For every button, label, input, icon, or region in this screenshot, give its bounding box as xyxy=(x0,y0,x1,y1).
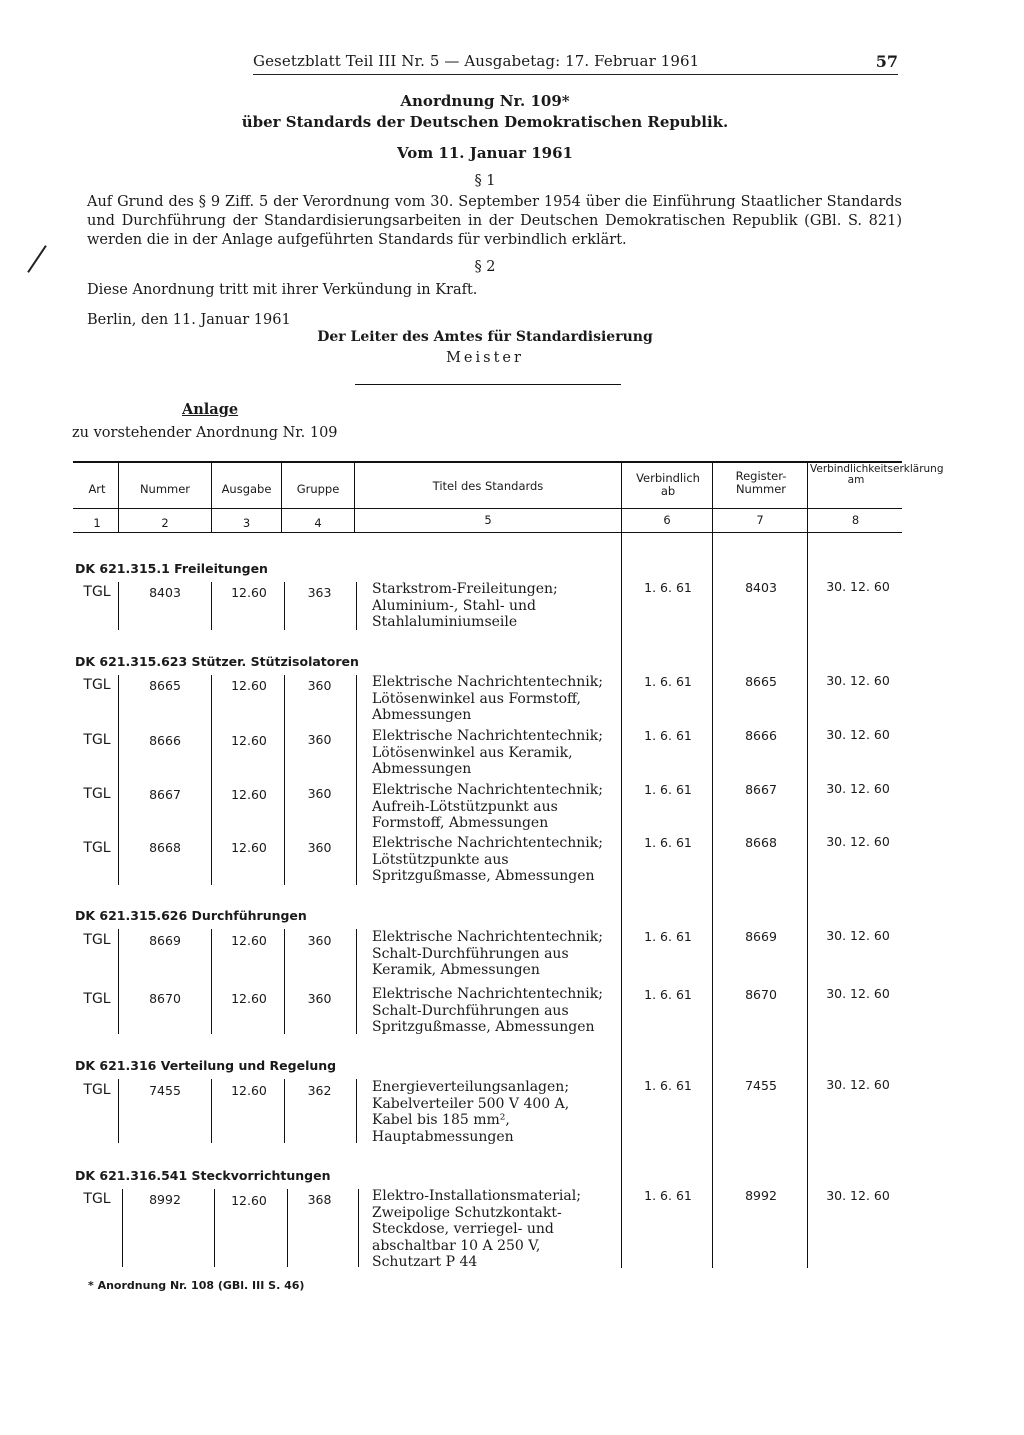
row-divider xyxy=(284,582,285,630)
cell-ausgabe: 12.60 xyxy=(231,840,267,855)
cell-ausgabe: 12.60 xyxy=(231,585,267,600)
cell-erklaerung: 30. 12. 60 xyxy=(826,1077,890,1092)
cell-register: 8670 xyxy=(745,987,777,1002)
cell-gruppe: 360 xyxy=(307,991,332,1006)
section-heading: DK 621.315.623 Stützer. Stützisolatoren xyxy=(75,654,359,669)
row-divider xyxy=(356,929,357,1034)
cell-ausgabe: 12.60 xyxy=(231,1083,267,1098)
cell-register: 8403 xyxy=(745,580,777,595)
cell-erklaerung: 30. 12. 60 xyxy=(826,781,890,796)
section-heading: DK 621.315.1 Freileitungen xyxy=(75,561,268,576)
col-divider xyxy=(621,533,622,1268)
cell-titel: Energieverteilungsanlagen; Kabelverteiler 500 V 400 A, Kabel bis 185 mm², Hauptabmessungen xyxy=(372,1079,570,1145)
cell-gruppe: 363 xyxy=(307,585,332,600)
cell-titel: Elektrische Nachrichtentechnik; Schalt-Durchführungen aus Keramik, Abmessungen xyxy=(372,929,603,978)
row-divider xyxy=(284,1079,285,1143)
col-divider xyxy=(712,533,713,1268)
cell-titel: Elektrische Nachrichtentechnik; Aufreih-Lötstützpunkt aus Formstoff, Abmessungen xyxy=(372,782,603,831)
row-divider xyxy=(358,1189,359,1267)
row-divider xyxy=(214,1189,215,1267)
cell-gruppe: 360 xyxy=(307,786,332,801)
cell-nummer: 7455 xyxy=(149,1083,181,1098)
cell-erklaerung: 30. 12. 60 xyxy=(826,673,890,688)
col-number: 3 xyxy=(242,516,251,530)
running-header xyxy=(253,52,898,75)
header-verbindlich: Verbindlich ab xyxy=(636,471,700,498)
cell-nummer: 8669 xyxy=(149,933,181,948)
header-gruppe: Gruppe xyxy=(296,482,340,496)
cell-register: 7455 xyxy=(745,1078,777,1093)
margin-pen-mark xyxy=(27,245,47,273)
cell-ausgabe: 12.60 xyxy=(231,991,267,1006)
section-heading: DK 621.316 Verteilung und Regelung xyxy=(75,1058,337,1073)
row-divider xyxy=(356,675,357,885)
row-divider xyxy=(211,929,212,1034)
cell-verbindlich: 1. 6. 61 xyxy=(644,929,692,944)
annex-subtitle: zu vorstehender Anordnung Nr. 109 xyxy=(72,425,338,441)
row-divider xyxy=(287,1189,288,1267)
cell-art: TGL xyxy=(83,932,111,948)
place-date: Berlin, den 11. Januar 1961 xyxy=(87,312,291,328)
cell-art: TGL xyxy=(83,840,111,856)
row-divider xyxy=(122,1189,123,1267)
col-number: 8 xyxy=(851,513,860,527)
cell-nummer: 8668 xyxy=(149,840,181,855)
cell-art: TGL xyxy=(83,677,111,693)
cell-erklaerung: 30. 12. 60 xyxy=(826,1188,890,1203)
cell-gruppe: 360 xyxy=(307,678,332,693)
cell-ausgabe: 12.60 xyxy=(231,678,267,693)
cell-verbindlich: 1. 6. 61 xyxy=(644,580,692,595)
table-header-rule xyxy=(73,508,902,509)
page-number: 57 xyxy=(875,52,898,71)
cell-titel: Elektrische Nachrichtentechnik; Lötstützpunkte aus Spritzgußmasse, Abmessungen xyxy=(372,835,603,884)
cell-nummer: 8670 xyxy=(149,991,181,1006)
footnote: * Anordnung Nr. 108 (GBl. III S. 46) xyxy=(88,1279,305,1292)
section-1-text: Auf Grund des § 9 Ziff. 5 der Verordnung vom 30. September 1954 über die Einführung Staatlicher Standards und Durchführung der Standardisierungsarbeiten in der Deutschen Demokratischen Republik (GBl. S. 821) werden die in der Anlage aufgeführten Standards für verbindlich erklärt. xyxy=(87,194,902,248)
row-divider xyxy=(211,1079,212,1143)
col-number: 6 xyxy=(663,513,671,527)
cell-nummer: 8667 xyxy=(149,787,181,802)
header-ausgabe: Ausgabe xyxy=(221,482,272,496)
row-divider xyxy=(356,1079,357,1143)
row-divider xyxy=(211,582,212,630)
cell-verbindlich: 1. 6. 61 xyxy=(644,835,692,850)
cell-verbindlich: 1. 6. 61 xyxy=(644,1078,692,1093)
cell-titel: Elektrische Nachrichtentechnik; Schalt-Durchführungen aus Spritzgußmasse, Abmessungen xyxy=(372,986,603,1035)
col-divider xyxy=(211,462,212,532)
col-divider xyxy=(712,462,713,532)
col-number: 5 xyxy=(484,513,492,527)
cell-ausgabe: 12.60 xyxy=(231,787,267,802)
cell-titel: Elektrische Nachrichtentechnik; Lötösenwinkel aus Keramik, Abmessungen xyxy=(372,728,603,777)
section-2-text: Diese Anordnung tritt mit ihrer Verkündung in Kraft. xyxy=(87,282,478,298)
cell-verbindlich: 1. 6. 61 xyxy=(644,1188,692,1203)
cell-verbindlich: 1. 6. 61 xyxy=(644,728,692,743)
cell-gruppe: 360 xyxy=(307,933,332,948)
cell-ausgabe: 12.60 xyxy=(231,733,267,748)
cell-erklaerung: 30. 12. 60 xyxy=(826,579,890,594)
row-divider xyxy=(284,929,285,1034)
col-divider xyxy=(354,462,355,532)
header-register: Register-Nummer xyxy=(735,469,787,496)
row-divider xyxy=(284,675,285,885)
cell-gruppe: 360 xyxy=(307,732,332,747)
cell-nummer: 8665 xyxy=(149,678,181,693)
signer-title: Der Leiter des Amtes für Standardisierung xyxy=(317,329,653,345)
row-divider xyxy=(118,929,119,1034)
divider-rule xyxy=(355,384,621,385)
col-divider xyxy=(807,462,808,532)
row-divider xyxy=(118,582,119,630)
cell-gruppe: 362 xyxy=(307,1083,332,1098)
col-number: 7 xyxy=(756,513,764,527)
col-divider xyxy=(118,462,119,532)
cell-titel: Elektro-Installationsmaterial; Zweipolige Schutzkontakt-Steckdose, verriegel- und abschaltbar 10 A 250 V, Schutzart P 44 xyxy=(372,1188,581,1270)
cell-erklaerung: 30. 12. 60 xyxy=(826,928,890,943)
cell-verbindlich: 1. 6. 61 xyxy=(644,674,692,689)
cell-nummer: 8666 xyxy=(149,733,181,748)
cell-gruppe: 368 xyxy=(307,1192,332,1207)
header-line: Gesetzblatt Teil III Nr. 5 — Ausgabetag: 17. Februar 1961 xyxy=(253,52,700,70)
cell-art: TGL xyxy=(83,786,111,802)
section-heading: DK 621.315.626 Durchführungen xyxy=(75,908,307,923)
cell-titel: Elektrische Nachrichtentechnik; Lötösenwinkel aus Formstoff, Abmessungen xyxy=(372,674,603,723)
col-divider xyxy=(621,462,622,532)
cell-ausgabe: 12.60 xyxy=(231,1193,267,1208)
annex-title: Anlage xyxy=(182,401,239,418)
col-divider xyxy=(281,462,282,532)
cell-register: 8666 xyxy=(745,728,777,743)
col-number: 4 xyxy=(314,516,322,530)
cell-register: 8992 xyxy=(745,1188,777,1203)
table-number-rule xyxy=(73,532,902,533)
col-number: 1 xyxy=(93,516,101,530)
order-subtitle: über Standards der Deutschen Demokratischen Republik. xyxy=(241,113,729,131)
table-top-rule xyxy=(73,461,902,463)
cell-erklaerung: 30. 12. 60 xyxy=(826,986,890,1001)
cell-erklaerung: 30. 12. 60 xyxy=(826,834,890,849)
section-2-label: § 2 xyxy=(474,259,496,275)
cell-erklaerung: 30. 12. 60 xyxy=(826,727,890,742)
cell-art: TGL xyxy=(83,584,111,600)
row-divider xyxy=(211,675,212,885)
row-divider xyxy=(118,1079,119,1143)
cell-art: TGL xyxy=(83,991,111,1007)
col-number: 2 xyxy=(161,516,169,530)
cell-verbindlich: 1. 6. 61 xyxy=(644,782,692,797)
signer-name: Meister xyxy=(446,350,524,366)
section-1-label: § 1 xyxy=(474,173,496,189)
cell-art: TGL xyxy=(83,1082,111,1098)
cell-register: 8669 xyxy=(745,929,777,944)
cell-art: TGL xyxy=(83,732,111,748)
header-nummer: Nummer xyxy=(139,482,191,496)
section-heading: DK 621.316.541 Steckvorrichtungen xyxy=(75,1168,331,1183)
order-date: Vom 11. Januar 1961 xyxy=(397,144,573,162)
header-art: Art xyxy=(88,482,106,496)
cell-register: 8667 xyxy=(745,782,777,797)
cell-ausgabe: 12.60 xyxy=(231,933,267,948)
order-title: Anordnung Nr. 109* xyxy=(400,92,570,110)
header-erklaerung: Verbindlichkeitserklärung am xyxy=(810,463,944,486)
col-divider xyxy=(807,533,808,1268)
row-divider xyxy=(118,675,119,885)
cell-verbindlich: 1. 6. 61 xyxy=(644,987,692,1002)
cell-art: TGL xyxy=(83,1191,111,1207)
row-divider xyxy=(356,582,357,630)
cell-register: 8665 xyxy=(745,674,777,689)
cell-register: 8668 xyxy=(745,835,777,850)
cell-nummer: 8403 xyxy=(149,585,181,600)
cell-gruppe: 360 xyxy=(307,840,332,855)
cell-nummer: 8992 xyxy=(149,1192,181,1207)
header-titel: Titel des Standards xyxy=(432,479,544,493)
cell-titel: Starkstrom-Freileitungen; Aluminium-, Stahl- und Stahlaluminiumseile xyxy=(372,581,558,630)
